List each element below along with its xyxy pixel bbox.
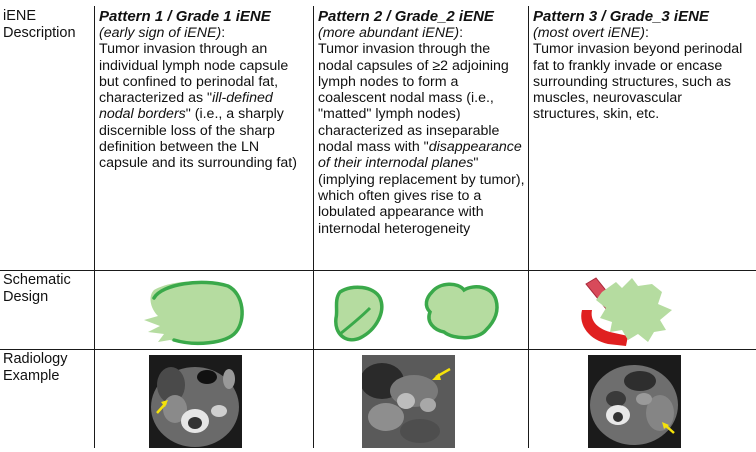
- ct-scan-2: [362, 355, 455, 448]
- pattern-3-subtitle: (most overt iENE): [533, 25, 645, 41]
- pattern-2-subtitle-line: [318, 25, 526, 41]
- row-label-description: iENE Description: [3, 8, 76, 41]
- pattern-2-title: Pattern 2 / Grade_2 iENE: [318, 8, 494, 25]
- radiology-image-2: [362, 355, 455, 448]
- node-ill-defined: [144, 281, 243, 343]
- node-matted: [426, 284, 497, 338]
- radiology-image-1: [149, 355, 242, 448]
- pattern-1-subtitle-line: [99, 25, 311, 41]
- pattern-2-description: Tumor invasion through the nodal capsules of ≥2 adjoining lymph nodes to form a coalescent nodal mass (i.e., "matted" lymph nodes) characterized as inseparable nodal mass with "disappearance of their internodal planes" (implying replacement by tumor), which often gives rise to a lobulated appearance with internodal heterogeneity: [318, 41, 525, 237]
- pattern-2-description-cell: [318, 8, 526, 237]
- radiology-image-3: [588, 355, 681, 448]
- ct-scan-1: [149, 355, 242, 448]
- ct-scan-3: [588, 355, 681, 448]
- row-divider-2: [0, 349, 756, 350]
- schematic-pattern-2-matted: [420, 280, 504, 344]
- schematic-pattern-3: [572, 274, 690, 348]
- pattern-3-description: Tumor invasion beyond perinodal fat to frankly invade or encase surrounding structures, such as muscles, neurovascular structures, skin, etc.: [533, 41, 743, 123]
- pattern-3-title: Pattern 3 / Grade_3 iENE: [533, 8, 709, 25]
- pattern-1-description: Tumor invasion through an individual lymph node capsule but confined to perinodal fat, characterized as "ill-defined nodal borders" (i.e., a sharply discernible loss of the sharp definition between the LN capsule and its surrounding fat): [99, 41, 297, 172]
- pattern-2-colon: :: [459, 25, 464, 41]
- schematic-pattern-2-separate: [330, 282, 388, 344]
- pattern-1-subtitle: (early sign of iENE): [99, 25, 222, 41]
- pattern-2-subtitle: (more abundant iENE): [318, 25, 460, 41]
- pattern-3-description-cell: [533, 8, 749, 123]
- col-divider-1: [94, 6, 95, 448]
- pattern-3-colon: :: [644, 25, 649, 41]
- row-divider-1: [0, 270, 756, 271]
- col-divider-2: [313, 6, 314, 448]
- pattern-1-colon: :: [221, 25, 226, 41]
- schematic-pattern-1: [140, 276, 250, 348]
- pattern-3-subtitle-line: [533, 25, 749, 41]
- row-label-radiology: Radiology Example: [3, 351, 68, 384]
- col-divider-3: [528, 6, 529, 448]
- row-label-schematic: Schematic Design: [3, 272, 71, 305]
- pattern-1-title: Pattern 1 / Grade 1 iENE: [99, 8, 271, 25]
- pattern-1-description-cell: [99, 8, 311, 172]
